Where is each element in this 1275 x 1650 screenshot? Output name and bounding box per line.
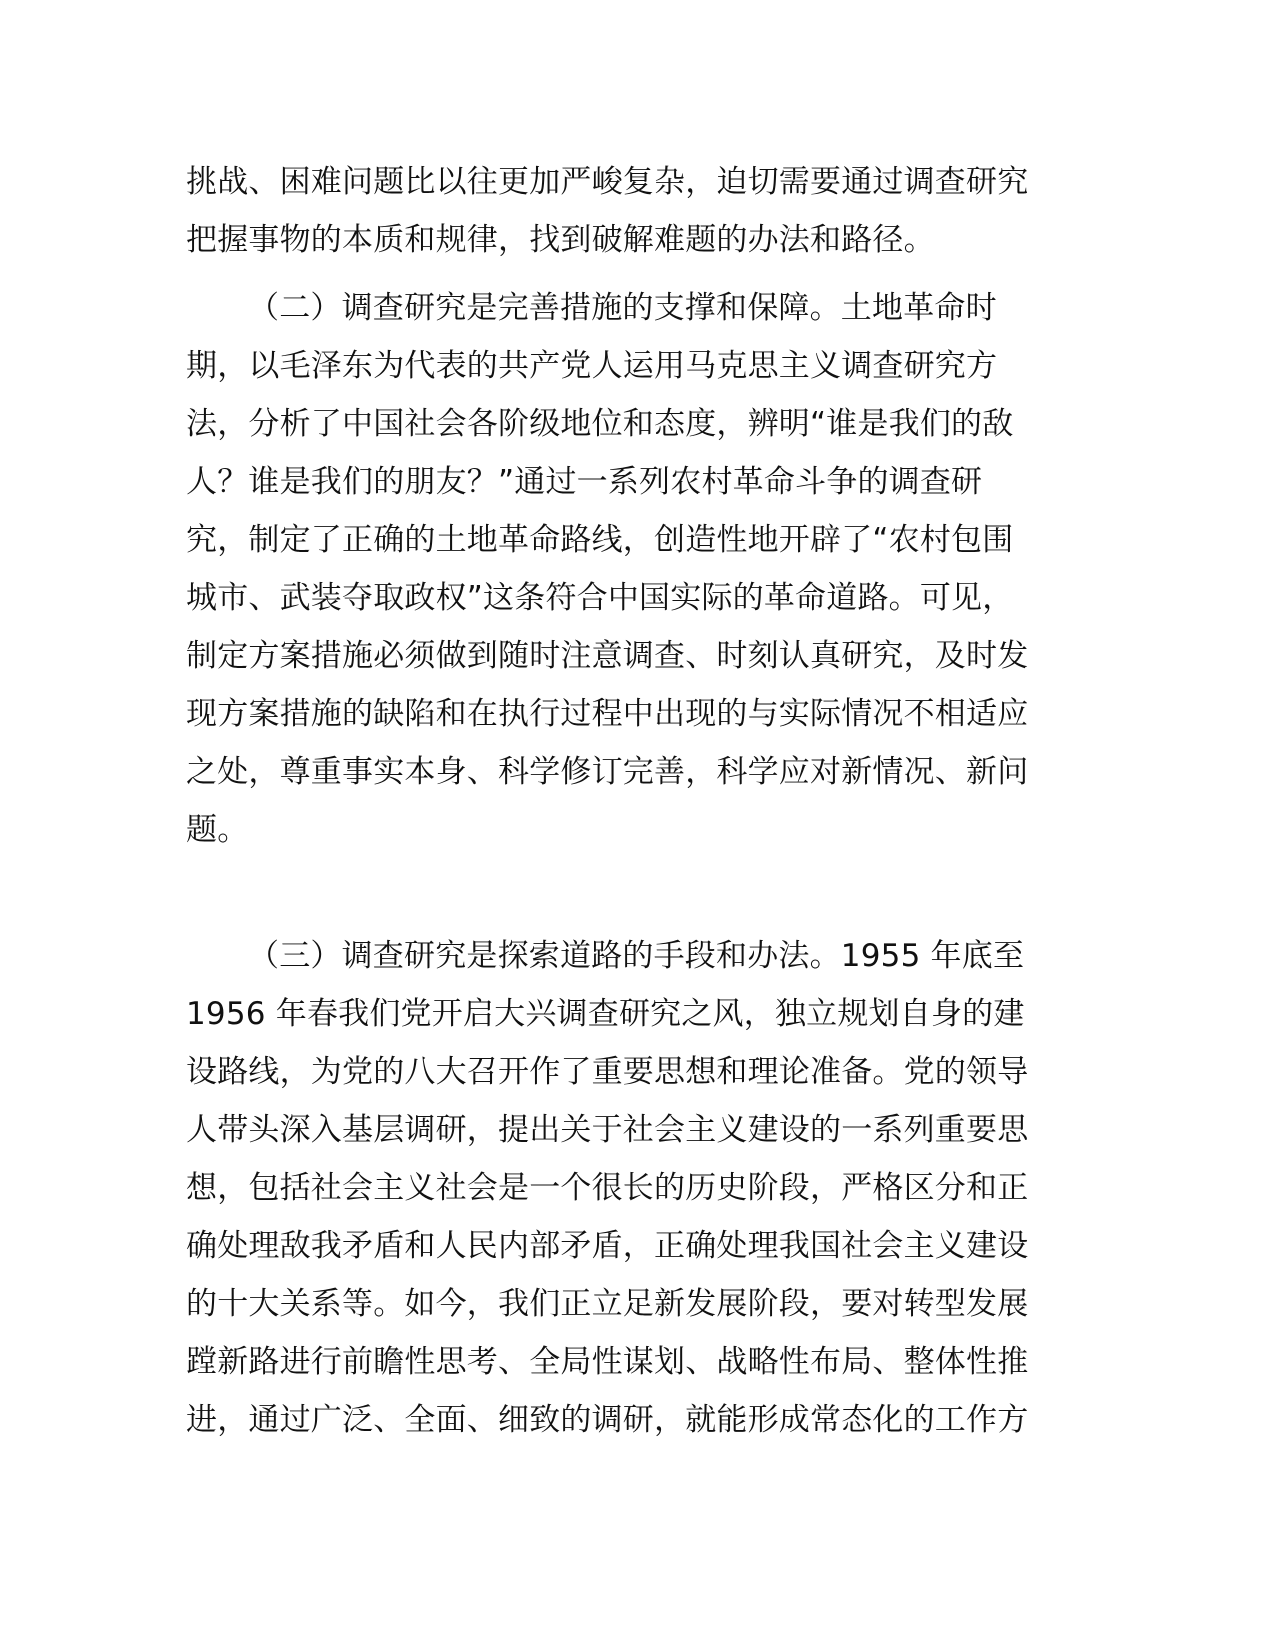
text-line: 法，分析了中国社会各阶级地位和态度，辨明“谁是我们的敌	[186, 406, 1014, 442]
paragraph-spacer	[186, 269, 1091, 279]
text-line: 题。	[186, 812, 249, 848]
text-line: 人？谁是我们的朋友？”通过一系列农村革命斗争的调查研	[186, 464, 983, 500]
text-line: 究，制定了正确的土地革命路线，创造性地开辟了“农村包围	[186, 522, 1014, 558]
text-line: 城市、武装夺取政权”这条符合中国实际的革命道路。可见，	[186, 580, 1014, 616]
text-line: 之处，尊重事实本身、科学修订完善，科学应对新情况、新问	[186, 754, 1029, 790]
text-line: 期，以毛泽东为代表的共产党人运用马克思主义调查研究方	[186, 348, 998, 384]
text-line: 蹚新路进行前瞻性思考、全局性谋划、战略性布局、整体性推	[186, 1344, 1029, 1380]
section-heading-line: （三）调查研究是探索道路的手段和办法。1955 年底至	[248, 938, 1025, 974]
text-line: 挑战、困难问题比以往更加严峻复杂，迫切需要通过调查研究	[186, 164, 1029, 200]
body-text	[186, 153, 1091, 1449]
text-line: 设路线，为党的八大召开作了重要思想和理论准备。党的领导	[186, 1054, 1029, 1090]
paragraph-3	[186, 927, 1091, 1449]
text-line: 制定方案措施必须做到随时注意调查、时刻认真研究，及时发	[186, 638, 1029, 674]
text-line: 确处理敌我矛盾和人民内部矛盾，正确处理我国社会主义建设	[186, 1228, 1029, 1264]
text-line: 把握事物的本质和规律，找到破解难题的办法和路径。	[186, 222, 935, 258]
text-line: 想，包括社会主义社会是一个很长的历史阶段，严格区分和正	[186, 1170, 1029, 1206]
text-line: 人带头深入基层调研，提出关于社会主义建设的一系列重要思	[186, 1112, 1029, 1148]
paragraph-1	[186, 153, 1091, 269]
text-line: 进，通过广泛、全面、细致的调研，就能形成常态化的工作方	[186, 1402, 1029, 1438]
text-line: 1956 年春我们党开启大兴调查研究之风，独立规划自身的建	[186, 996, 1025, 1032]
text-line: 现方案措施的缺陷和在执行过程中出现的与实际情况不相适应	[186, 696, 1029, 732]
text-line	[186, 859, 1091, 917]
paragraph-2	[186, 279, 1091, 917]
paragraph-spacer	[186, 917, 1091, 927]
text-line: 的十大关系等。如今，我们正立足新发展阶段，要对转型发展	[186, 1286, 1029, 1322]
section-heading-line: （二）调查研究是完善措施的支撑和保障。土地革命时	[248, 290, 997, 326]
